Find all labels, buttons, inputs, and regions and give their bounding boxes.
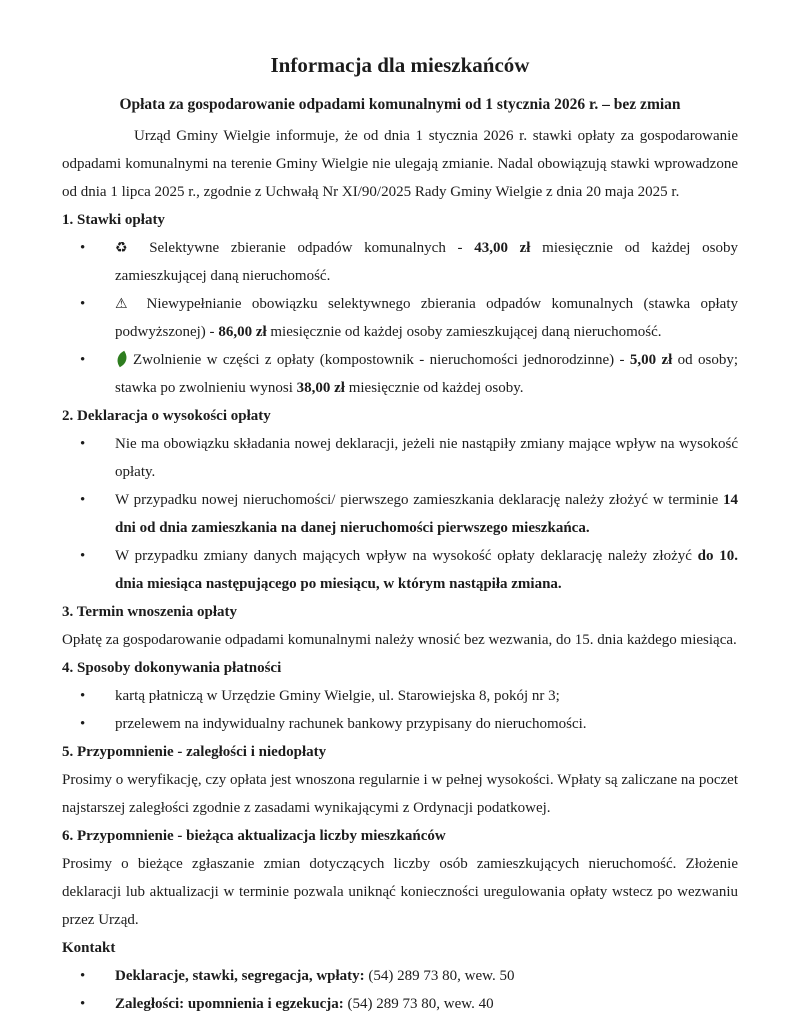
body-text: Niewypełnianie obowiązku selektywnego zbierania odpadów komunalnych (stawka opłaty podwyższonej) - (115, 296, 738, 340)
emphasis-text: 43,00 zł (474, 240, 531, 256)
emphasis-text: 86,00 zł (218, 324, 267, 340)
list-item (62, 234, 738, 290)
section-paragraph (62, 850, 738, 934)
list-item (62, 710, 738, 738)
bullet-marker: • (80, 716, 86, 732)
body-text: miesięcznie od każdej osoby zamieszkującej daną nieruchomość. (266, 324, 662, 340)
section-heading: 5. Przypomnienie - zaległości i niedopłaty (62, 744, 327, 760)
body-text: Prosimy o bieżące zgłaszanie zmian dotyczących liczby osób zamieszkujących nieruchomość. Złożenie deklaracji lub aktualizacji w terminie pozwala uniknąć konieczności uregulowania opłaty wstecz po wezwaniu przez Urząd. (62, 856, 738, 928)
bullet-marker: • (80, 492, 86, 508)
document-body (62, 206, 738, 1018)
emphasis-text: Deklaracje, stawki, segregacja, wpłaty: (115, 968, 365, 984)
bullet-marker: • (80, 436, 86, 452)
bullet-marker: • (80, 548, 86, 564)
bullet-marker: • (80, 240, 86, 256)
body-text: W przypadku nowej nieruchomości/ pierwszego zamieszkania deklarację należy złożyć w terminie (115, 492, 723, 508)
bullet-marker: • (80, 996, 86, 1012)
bullet-list (62, 962, 738, 1018)
bullet-list (62, 430, 738, 598)
recycle-icon: ♻ (115, 240, 136, 256)
section-paragraph (62, 766, 738, 822)
emphasis-text: Zaległości: upomnienia i egzekucja: (115, 996, 344, 1012)
body-text: Selektywne zbieranie odpadów komunalnych - (149, 240, 475, 256)
body-text: Prosimy o weryfikację, czy opłata jest wnoszona regularnie i w pełnej wysokości. Wpłaty są zaliczane na poczet najstarszej zaległości zgodnie z zasadami wynikającymi z Ordynacji podatkowej. (62, 772, 738, 816)
list-item (62, 430, 738, 486)
body-text: Zwolnienie w części z opłaty (kompostownik - nieruchomości jednorodzinne) - (133, 352, 630, 368)
section-heading: 6. Przypomnienie - bieżąca aktualizacja liczby mieszkańców (62, 828, 446, 844)
list-item (62, 290, 738, 346)
section-heading: 3. Termin wnoszenia opłaty (62, 604, 238, 620)
body-text: od osoby; stawka po zwolnieniu wynosi (115, 352, 738, 396)
page-subtitle: Opłata za gospodarowanie odpadami komunalnymi od 1 stycznia 2026 r. – bez zmian (119, 96, 681, 113)
leaf-icon (114, 351, 130, 367)
list-item (62, 542, 738, 598)
bullet-marker: • (80, 296, 86, 312)
emphasis-text: 38,00 zł (296, 380, 345, 396)
emphasis-text: 14 dni od dnia zamieszkania na danej nieruchomości pierwszego mieszkańca. (115, 492, 738, 536)
body-text: Opłatę za gospodarowanie odpadami komunalnymi należy wnosić bez wezwania, do 15. dnia każdego miesiąca. (62, 632, 737, 648)
list-item (62, 486, 738, 542)
intro-paragraph: Urząd Gminy Wielgie informuje, że od dnia 1 stycznia 2026 r. stawki opłaty za gospodarowanie odpadami komunalnymi na terenie Gminy Wielgie nie ulegają zmianie. Nadal obowiązują stawki wprowadzone od dnia 1 lipca 2025 r., zgodnie z Uchwałą Nr XI/90/2025 Rady Gminy Wielgie z dnia 20 maja 2025 r. (62, 128, 738, 200)
section-heading: 4. Sposoby dokonywania płatności (62, 660, 282, 676)
section-heading: 1. Stawki opłaty (62, 212, 165, 228)
bullet-list (62, 234, 738, 402)
body-text: W przypadku zmiany danych mających wpływ na wysokość opłaty deklarację należy złożyć (115, 548, 698, 564)
body-text: przelewem na indywidualny rachunek bankowy przypisany do nieruchomości. (115, 716, 587, 732)
section-paragraph (62, 626, 738, 654)
page-title: Informacja dla mieszkańców (270, 53, 530, 77)
bullet-marker: • (80, 968, 86, 984)
bullet-marker: • (80, 352, 86, 368)
list-item (62, 682, 738, 710)
body-text: (54) 289 73 80, wew. 50 (364, 968, 515, 984)
bullet-marker: • (80, 688, 86, 704)
body-text: Nie ma obowiązku składania nowej deklaracji, jeżeli nie nastąpiły zmiany mające wpływ na wysokość opłaty. (115, 436, 738, 480)
body-text: (54) 289 73 80, wew. 40 (343, 996, 494, 1012)
section-heading: 2. Deklaracja o wysokości opłaty (62, 408, 271, 424)
body-text: miesięcznie od każdej osoby. (344, 380, 524, 396)
bullet-list (62, 682, 738, 738)
list-item (62, 346, 738, 402)
warning-icon: ⚠ (115, 296, 135, 312)
emphasis-text: do 10. dnia miesiąca następującego po miesiącu, w którym nastąpiła zmiana. (115, 548, 738, 592)
section-heading: Kontakt (62, 940, 116, 956)
body-text: miesięcznie od każdej osoby zamieszkującej daną nieruchomość. (115, 240, 738, 284)
list-item (62, 990, 738, 1018)
list-item (62, 962, 738, 990)
emphasis-text: 5,00 zł (629, 352, 673, 368)
body-text: kartą płatniczą w Urzędzie Gminy Wielgie, ul. Starowiejska 8, pokój nr 3; (115, 688, 560, 704)
